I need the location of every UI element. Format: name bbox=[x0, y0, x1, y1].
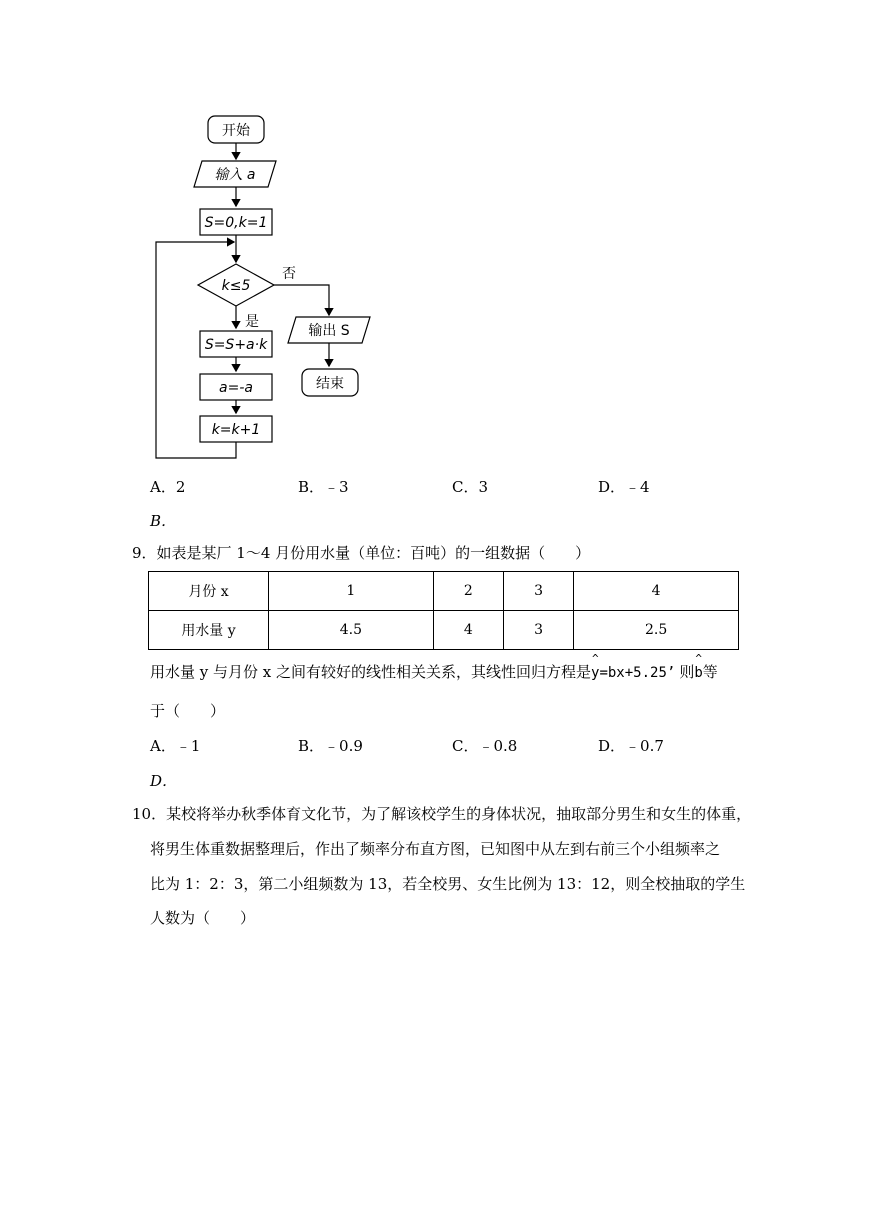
step2-label: a=-a bbox=[219, 380, 253, 396]
q9-text-line1 bbox=[150, 662, 718, 683]
output-label: 输出 S bbox=[308, 323, 350, 339]
table-cell: 1 bbox=[269, 572, 434, 611]
q9-text-before: 用水量 y 与月份 x 之间有较好的线性相关关系，其线性回归方程是 bbox=[150, 663, 592, 681]
table-cell: 用水量 y bbox=[149, 611, 269, 650]
q9-text-after: 等 bbox=[702, 663, 718, 681]
q9-text-line2: 于（ ） bbox=[150, 702, 226, 720]
flowchart bbox=[0, 0, 869, 470]
table-cell: 4.5 bbox=[269, 611, 434, 650]
q8-option-b: B．﹣3 bbox=[298, 478, 349, 496]
step1-label: S=S+a·k bbox=[204, 337, 268, 353]
init-label: S=0,k=1 bbox=[204, 215, 268, 231]
table-cell: 4 bbox=[433, 611, 503, 650]
table-cell: 2.5 bbox=[574, 611, 739, 650]
condition-label: k≤5 bbox=[221, 278, 251, 294]
table-cell: 月份 x bbox=[149, 572, 269, 611]
table-cell: 3 bbox=[503, 611, 573, 650]
table-cell: 4 bbox=[574, 572, 739, 611]
table-row bbox=[149, 611, 739, 650]
q9-option-a: A．﹣1 bbox=[150, 737, 201, 755]
q10-line3: 比为 1：2：3，第二小组频数为 13，若全校男、女生比例为 13：12，则全校抽取的学生 bbox=[150, 875, 746, 893]
q9-option-b: B．﹣0.9 bbox=[298, 737, 363, 755]
q8-option-a: A．2 bbox=[150, 478, 186, 496]
q9-option-d: D．﹣0.7 bbox=[598, 737, 664, 755]
regression-equation: ^ y=bx+5.25’ bbox=[591, 663, 675, 683]
q8-answer: B． bbox=[150, 512, 177, 530]
no-label: 否 bbox=[282, 266, 296, 282]
q9-text-mid: 则 bbox=[679, 663, 695, 681]
yes-label: 是 bbox=[245, 314, 259, 330]
q8-option-c: C．3 bbox=[452, 478, 489, 496]
q9-answer: D． bbox=[150, 772, 178, 790]
q9-stem: 9．如表是某厂 1～4 月份用水量（单位：百吨）的一组数据（ ） bbox=[132, 544, 591, 562]
b-hat-symbol: ^ b bbox=[694, 663, 702, 683]
q9-option-c: C．﹣0.8 bbox=[452, 737, 518, 755]
step3-label: k=k+1 bbox=[211, 422, 261, 438]
end-label: 结束 bbox=[316, 376, 344, 392]
water-usage-table bbox=[148, 571, 739, 650]
input-label: 输入 a bbox=[214, 167, 256, 183]
table-cell: 3 bbox=[503, 572, 573, 611]
start-label: 开始 bbox=[222, 123, 250, 139]
q10-line1: 10．某校将举办秋季体育文化节，为了解该校学生的身体状况，抽取部分男生和女生的体重， bbox=[132, 805, 752, 823]
q10-line4: 人数为（ ） bbox=[150, 909, 256, 927]
table-row bbox=[149, 572, 739, 611]
table-cell: 2 bbox=[433, 572, 503, 611]
q10-line2: 将男生体重数据整理后，作出了频率分布直方图，已知图中从左到右前三个小组频率之 bbox=[150, 840, 721, 858]
q8-option-d: D．﹣4 bbox=[598, 478, 650, 496]
